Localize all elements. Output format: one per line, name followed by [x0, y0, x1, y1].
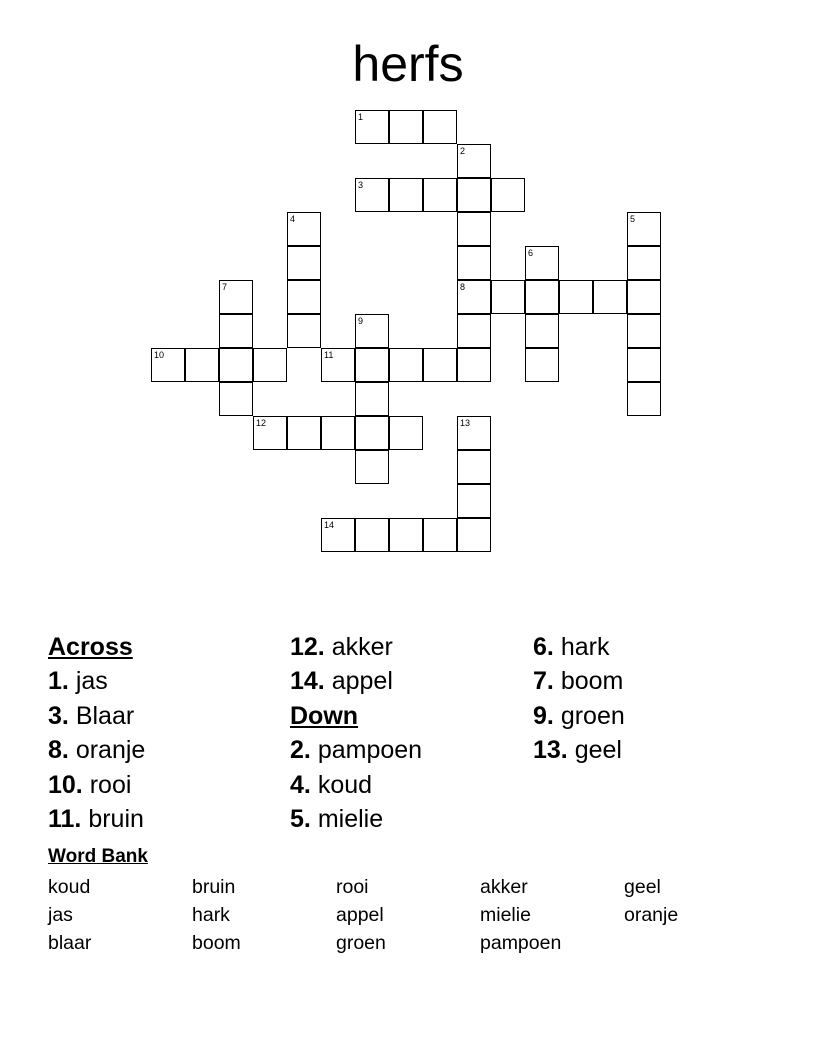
word-bank-item: pampoen — [480, 932, 562, 954]
word-bank-item: blaar — [48, 932, 92, 954]
grid-cell[interactable] — [219, 314, 253, 348]
across-heading: Across — [48, 633, 133, 661]
puzzle-title: herfs — [352, 36, 464, 92]
cell-number: 3 — [358, 180, 364, 190]
grid-cell[interactable] — [355, 450, 389, 484]
cell-number: 9 — [358, 316, 364, 326]
grid-cell[interactable] — [287, 314, 321, 348]
grid-cell[interactable] — [627, 348, 661, 382]
clue-down-7: 7. boom — [533, 667, 624, 696]
word-bank-item: geel — [624, 876, 661, 898]
grid-cell[interactable] — [457, 314, 491, 348]
grid-cell[interactable] — [457, 280, 491, 314]
clue-across-1: 1. jas — [48, 667, 108, 696]
grid-cell[interactable] — [287, 416, 321, 450]
cell-number: 2 — [460, 146, 466, 156]
grid-cell[interactable] — [355, 314, 389, 348]
grid-cell[interactable] — [491, 178, 525, 212]
grid-cell[interactable] — [457, 484, 491, 518]
grid-cell[interactable] — [389, 416, 423, 450]
grid-cell[interactable] — [287, 246, 321, 280]
clue-across-10: 10. rooi — [48, 770, 132, 799]
grid-cell[interactable] — [321, 416, 355, 450]
cell-number: 14 — [324, 520, 335, 530]
grid-cell[interactable] — [151, 348, 185, 382]
grid-cell[interactable] — [627, 212, 661, 246]
clue-down-9: 9. groen — [533, 701, 625, 730]
word-bank-item: koud — [48, 876, 91, 898]
grid-cell[interactable] — [457, 144, 491, 178]
clue-across-11: 11. bruin — [48, 805, 144, 834]
grid-cell[interactable] — [389, 518, 423, 552]
grid-cell[interactable] — [185, 348, 219, 382]
grid-cell[interactable] — [525, 348, 559, 382]
cell-number: 8 — [460, 282, 466, 292]
grid-cell[interactable] — [321, 518, 355, 552]
clues-column-1 — [48, 630, 145, 836]
clue-down-13: 13. geel — [533, 736, 622, 765]
clue-down-6: 6. hark — [533, 633, 610, 661]
word-bank-item: bruin — [192, 876, 236, 898]
word-bank-item: boom — [192, 932, 241, 954]
word-bank-item: appel — [336, 904, 384, 926]
word-bank-item: groen — [336, 932, 386, 954]
cell-number: 5 — [630, 214, 636, 224]
grid-cell[interactable] — [321, 348, 355, 382]
grid-cell[interactable] — [457, 416, 491, 450]
clue-across-12: 12. akker — [290, 633, 393, 661]
grid-cell[interactable] — [355, 348, 389, 382]
cell-number: 12 — [256, 418, 267, 428]
grid-cell[interactable] — [355, 416, 389, 450]
grid-cell[interactable] — [525, 314, 559, 348]
grid-cell[interactable] — [287, 212, 321, 246]
clue-down-2: 2. pampoen — [290, 736, 423, 765]
grid-cell[interactable] — [423, 518, 457, 552]
grid-cell[interactable] — [627, 382, 661, 416]
grid-cell[interactable] — [627, 246, 661, 280]
grid-cell[interactable] — [219, 348, 253, 382]
grid-cell[interactable] — [219, 382, 253, 416]
clue-across-3: 3. Blaar — [48, 701, 135, 730]
grid-cell[interactable] — [559, 280, 593, 314]
cell-number: 10 — [154, 350, 165, 360]
grid-cell[interactable] — [457, 518, 491, 552]
grid-cell[interactable] — [389, 348, 423, 382]
grid-cell[interactable] — [253, 416, 287, 450]
grid-cell[interactable] — [287, 280, 321, 314]
grid-cell[interactable] — [253, 348, 287, 382]
grid-cell[interactable] — [525, 280, 559, 314]
cell-number: 6 — [528, 248, 534, 258]
grid-cell[interactable] — [423, 348, 457, 382]
word-bank-item: jas — [48, 904, 73, 926]
grid-cell[interactable] — [389, 178, 423, 212]
clue-across-8: 8. oranje — [48, 736, 146, 765]
grid-cell[interactable] — [219, 280, 253, 314]
grid-cell[interactable] — [423, 178, 457, 212]
grid-cell[interactable] — [457, 246, 491, 280]
cell-number: 4 — [290, 214, 296, 224]
grid-cell[interactable] — [457, 348, 491, 382]
grid-cell[interactable] — [457, 178, 491, 212]
word-bank-item: mielie — [480, 904, 531, 926]
word-bank-item: oranje — [624, 904, 679, 926]
word-bank-title: Word Bank — [48, 846, 148, 867]
clue-down-4: 4. koud — [290, 770, 373, 799]
clue-across-14: 14. appel — [290, 667, 393, 696]
down-heading: Down — [290, 701, 359, 730]
grid-cell[interactable] — [627, 280, 661, 314]
grid-cell[interactable] — [355, 382, 389, 416]
grid-cell[interactable] — [593, 280, 627, 314]
grid-cell[interactable] — [457, 450, 491, 484]
cell-number: 11 — [324, 350, 334, 360]
grid-cell[interactable] — [355, 110, 389, 144]
word-bank-item: hark — [192, 904, 230, 926]
cell-number: 7 — [222, 282, 228, 292]
cell-number: 13 — [460, 418, 471, 428]
grid-cell[interactable] — [389, 110, 423, 144]
grid-cell[interactable] — [491, 280, 525, 314]
clues-column-3 — [533, 630, 625, 768]
cell-number: 1 — [358, 112, 364, 122]
clues-column-2 — [290, 630, 422, 836]
clue-down-5: 5. mielie — [290, 805, 384, 834]
grid-cell[interactable] — [355, 178, 389, 212]
grid-cell[interactable] — [355, 518, 389, 552]
grid-cell[interactable] — [457, 212, 491, 246]
grid-cell[interactable] — [525, 246, 559, 280]
grid-cell[interactable] — [423, 110, 457, 144]
grid-cell[interactable] — [627, 314, 661, 348]
word-bank-item: akker — [480, 876, 528, 898]
word-bank-item: rooi — [336, 876, 369, 898]
